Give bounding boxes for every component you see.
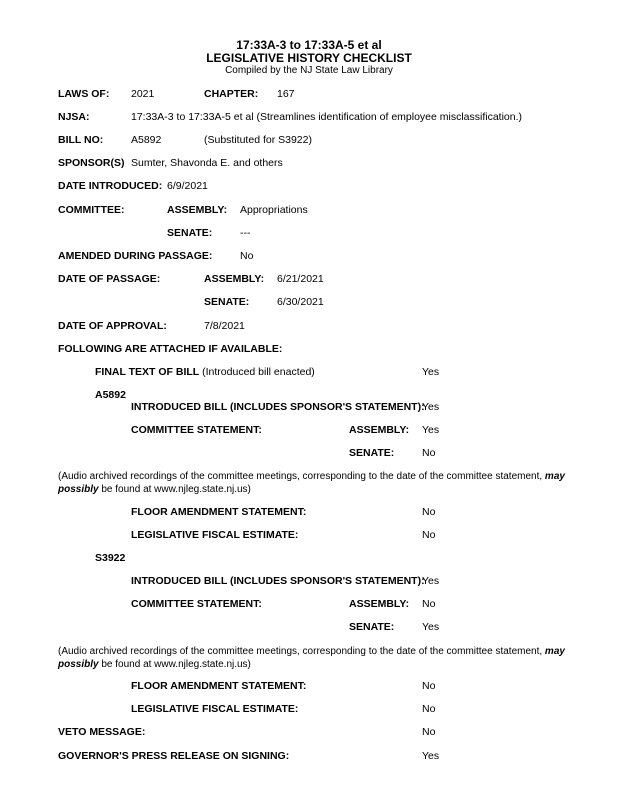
statement-senate-value: No [422,447,436,459]
date-introduced-value: 6/9/2021 [167,180,208,192]
document-title: 17:33A-3 to 17:33A-5 et al [236,38,382,52]
final-text-value: Yes [422,366,440,378]
bill-id-s3922: S3922 [95,552,126,564]
introduced-bill-value: Yes [422,575,440,587]
njsa-value: 17:33A-3 to 17:33A-5 et al (Streamlines identification of employee misclassification.) [131,111,523,123]
veto-message-label: VETO MESSAGE: [58,726,146,738]
passage-assembly-value: 6/21/2021 [277,273,324,285]
amended-label: AMENDED DURING PASSAGE: [58,250,213,262]
fiscal-estimate-value: No [422,703,436,715]
floor-amendment-label: FLOOR AMENDMENT STATEMENT: [131,506,307,518]
final-text-row [95,366,315,378]
floor-amendment-value: No [422,506,436,518]
statement-senate-label: SENATE: [349,447,395,459]
audio-note-url: be found at www.njleg.state.nj.us) [101,659,251,670]
committee-senate-label: SENATE: [167,227,213,239]
fiscal-estimate-label: LEGISLATIVE FISCAL ESTIMATE: [131,703,299,715]
committee-label: COMMITTEE: [58,204,125,216]
veto-message-value: No [422,726,436,738]
statement-senate-value: Yes [422,621,440,633]
committee-senate-value: --- [240,227,251,239]
audio-note-emphasis: may possibly [58,471,565,495]
audio-note-emphasis: may possibly [58,646,565,670]
statement-assembly-label: ASSEMBLY: [349,424,410,436]
fiscal-estimate-label: LEGISLATIVE FISCAL ESTIMATE: [131,529,299,541]
audio-note-url: be found at www.njleg.state.nj.us) [101,484,251,495]
sponsors-value: Sumter, Shavonda E. and others [131,157,283,169]
amended-value: No [240,250,254,262]
passage-senate-value: 6/30/2021 [277,296,324,308]
statement-assembly-value: No [422,598,436,610]
committee-statement-label: COMMITTEE STATEMENT: [131,424,262,436]
passage-assembly-label: ASSEMBLY: [204,273,265,285]
bill-substituted-note: (Substituted for S3922) [204,134,312,146]
date-of-approval-value: 7/8/2021 [204,320,245,332]
final-text-label: FINAL TEXT OF BILL [95,366,200,378]
attached-heading: FOLLOWING ARE ATTACHED IF AVAILABLE: [58,343,283,355]
audio-note-text: (Audio archived recordings of the committee meetings, corresponding to the date of the committee statement, [58,646,543,657]
njsa-label: NJSA: [58,111,90,123]
compiled-by: Compiled by the NJ State Law Library [225,65,393,76]
bill-no-label: BILL NO: [58,134,104,146]
chapter-value: 167 [277,88,295,100]
press-release-label: GOVERNOR'S PRESS RELEASE ON SIGNING: [58,750,290,762]
statement-assembly-label: ASSEMBLY: [349,598,410,610]
passage-senate-label: SENATE: [204,296,250,308]
introduced-bill-label: INTRODUCED BILL (INCLUDES SPONSOR'S STATEMENT): [131,575,425,587]
committee-assembly-value: Appropriations [240,204,308,216]
committee-statement-label: COMMITTEE STATEMENT: [131,598,262,610]
date-introduced-label: DATE INTRODUCED: [58,180,163,192]
audio-note [58,470,603,496]
statement-senate-label: SENATE: [349,621,395,633]
final-text-note: (Introduced bill enacted) [202,366,315,378]
press-release-value: Yes [422,750,440,762]
laws-of-value: 2021 [131,88,155,100]
committee-assembly-label: ASSEMBLY: [167,204,228,216]
statement-assembly-value: Yes [422,424,440,436]
audio-note [58,645,603,671]
sponsors-label: SPONSOR(S) [58,157,125,169]
floor-amendment-label: FLOOR AMENDMENT STATEMENT: [131,680,307,692]
audio-note-text: (Audio archived recordings of the committee meetings, corresponding to the date of the committee statement, [58,471,543,482]
introduced-bill-label: INTRODUCED BILL (INCLUDES SPONSOR'S STATEMENT): [131,401,425,413]
introduced-bill-value: Yes [422,401,440,413]
document-subtitle: LEGISLATIVE HISTORY CHECKLIST [206,51,412,65]
date-of-passage-label: DATE OF PASSAGE: [58,273,161,285]
date-of-approval-label: DATE OF APPROVAL: [58,320,167,332]
bill-no-value: A5892 [131,134,162,146]
bill-id-a5892: A5892 [95,389,126,401]
chapter-label: CHAPTER: [204,88,259,100]
floor-amendment-value: No [422,680,436,692]
fiscal-estimate-value: No [422,529,436,541]
laws-of-label: LAWS OF: [58,88,110,100]
